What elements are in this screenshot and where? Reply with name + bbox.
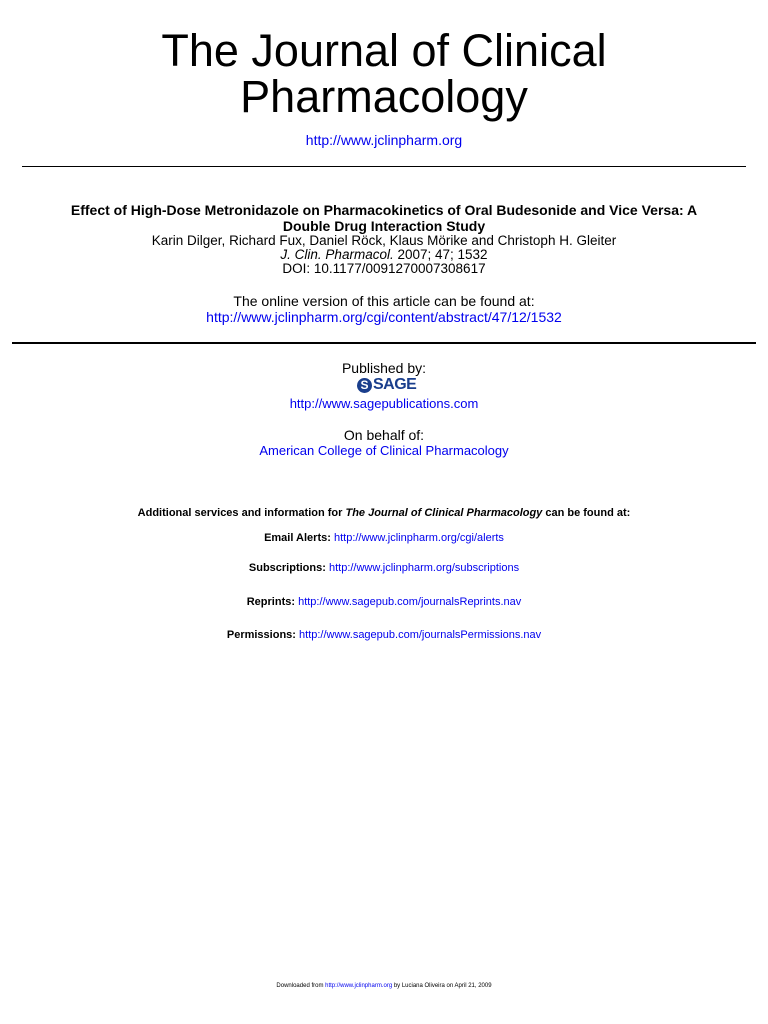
article-doi: DOI: 10.1177/0091270007308617 [282,261,486,276]
journal-url-link[interactable]: http://www.jclinpharm.org [305,132,463,148]
top-divider [22,166,746,167]
footer-suffix: by Luciana Oliveira on April 21, 2009 [392,983,492,989]
journal-title-line1: The Journal of Clinical [161,25,607,76]
journal-title-line2: Pharmacology [240,71,528,122]
service-reprints-link[interactable]: http://www.sagepub.com/journalsReprints.nav [298,596,522,608]
middle-divider [12,342,756,344]
article-title-line1: Effect of High-Dose Metronidazole on Pharmacokinetics of Oral Budesonide and Vice Versa: A [70,202,698,218]
article-authors: Karin Dilger, Richard Fux, Daniel Röck, Klaus Mörike and Christoph H. Gleiter [151,233,617,248]
sage-logo[interactable] [357,376,416,394]
sage-logo-mark-icon: S [357,378,372,393]
published-by-label: Published by: [341,360,427,376]
journal-url-wrap [0,131,768,149]
services-intro-suffix: can be found at: [542,507,631,519]
footer-url-link[interactable]: http://www.jclinpharm.org [325,983,393,989]
service-subscriptions [0,561,768,575]
service-subscriptions-link[interactable]: http://www.jclinpharm.org/subscriptions [328,562,520,574]
service-reprints [0,595,768,609]
online-version-link[interactable]: http://www.jclinpharm.org/cgi/content/abstract/47/12/1532 [206,309,562,325]
on-behalf-label: On behalf of: [343,427,425,443]
services-intro-prefix: Additional services and information for [137,507,346,519]
service-email-alerts-link[interactable]: http://www.jclinpharm.org/cgi/alerts [333,532,504,544]
on-behalf-org-link[interactable]: American College of Clinical Pharmacology [259,443,509,458]
services-intro [0,506,768,520]
online-version-url-wrap [0,309,768,326]
service-permissions [0,628,768,642]
service-permissions-link[interactable]: http://www.sagepub.com/journalsPermissions.nav [299,629,542,641]
service-label: Reprints: [246,596,296,608]
article-title [0,202,768,234]
article-title-line2: Double Drug Interaction Study [282,218,486,234]
citation-journal: J. Clin. Pharmacol. [280,247,394,262]
services-intro-journal: The Journal of Clinical Pharmacology [345,507,543,519]
sage-logo-text: SAGE [373,376,417,393]
journal-title [0,25,768,122]
service-label: Email Alerts: [264,532,331,544]
on-behalf-org-wrap [0,443,768,459]
publisher-url-link[interactable]: http://www.sagepublications.com [289,396,479,411]
service-label: Permissions: [226,629,296,641]
footer-prefix: Downloaded from [276,983,326,989]
publisher-url-wrap [0,396,768,412]
service-label: Subscriptions: [248,562,326,574]
online-version-label: The online version of this article can be found at: [233,293,535,309]
download-footer [0,982,768,990]
citation-details: 2007; 47; 1532 [393,247,488,262]
service-email-alerts [0,531,768,545]
